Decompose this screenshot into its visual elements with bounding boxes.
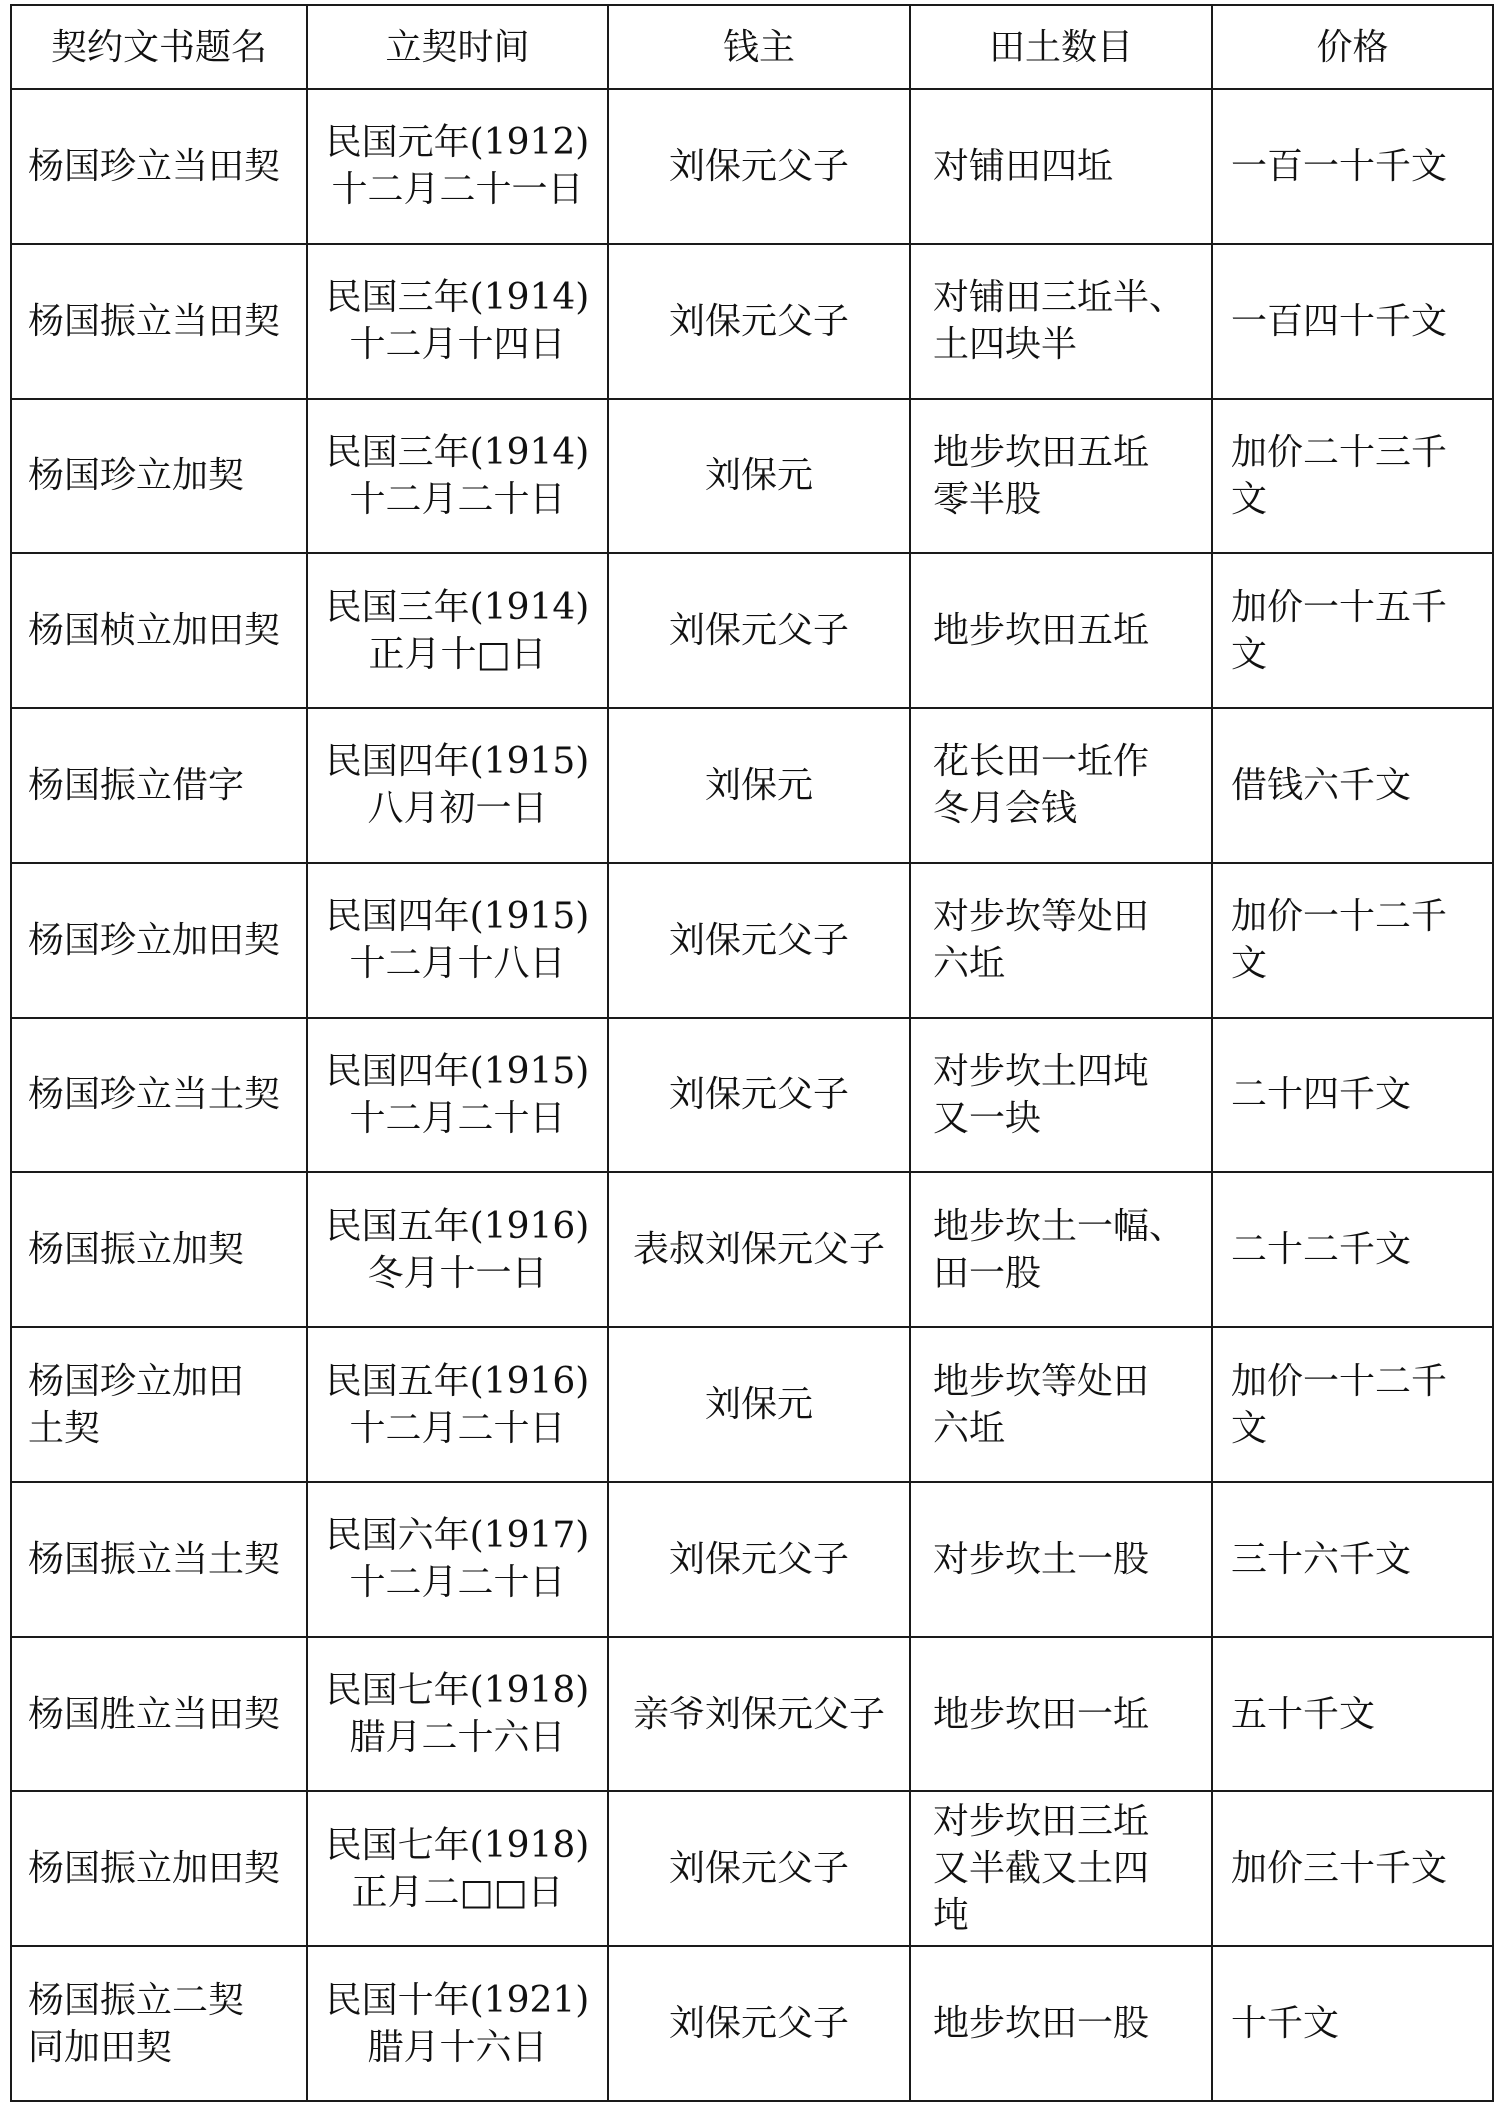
cell-lender — [608, 1327, 910, 1482]
cell-line: 同加田契 — [28, 2026, 173, 2068]
cell-line: 十二月二十日 — [349, 1097, 566, 1139]
cell-lender — [608, 708, 910, 863]
table-row — [11, 708, 1493, 863]
cell-line: 冬月十一日 — [367, 1252, 548, 1294]
cell-line: 刘保元 — [704, 1384, 813, 1425]
header-title: 契约文书题名 — [11, 5, 307, 89]
cell-line: 一百四十千文 — [1231, 300, 1448, 342]
cell-line: 刘保元父子 — [668, 610, 849, 652]
cell-contract-date — [307, 553, 608, 708]
cell-line: 刘保元 — [704, 455, 813, 497]
cell-line: 五十千文 — [1231, 1693, 1376, 1735]
cell-lender — [608, 1946, 910, 2101]
cell-line: 文 — [1231, 943, 1268, 985]
cell-contract-title — [11, 1018, 307, 1173]
cell-land-amount — [910, 1637, 1212, 1792]
table-body — [11, 89, 1493, 2101]
cell-line: 冬月会钱 — [933, 788, 1078, 830]
cell-contract-date — [307, 1327, 608, 1482]
cell-lender — [608, 399, 910, 554]
table-header — [11, 5, 1493, 89]
cell-lender — [608, 1791, 910, 1946]
cell-line: 土契 — [28, 1407, 101, 1449]
cell-line: 刘保元父子 — [668, 145, 849, 187]
cell-lender — [608, 863, 910, 1018]
cell-contract-title — [11, 1946, 307, 2101]
cell-line: 表叔刘保元父子 — [632, 1229, 885, 1271]
cell-land-amount — [910, 708, 1212, 863]
table-row — [11, 244, 1493, 399]
cell-line: 民国四年(1915) — [325, 896, 590, 938]
cell-line: 刘保元父子 — [668, 919, 849, 961]
cell-line: 六坵 — [933, 1407, 1006, 1449]
cell-line: 零半股 — [933, 478, 1042, 520]
cell-land-amount — [910, 1327, 1212, 1482]
cell-contract-date — [307, 1172, 608, 1327]
cell-line: 杨国振立当田契 — [28, 300, 281, 342]
header-land: 田土数目 — [910, 5, 1212, 89]
cell-land-amount — [910, 1018, 1212, 1173]
cell-line: 一百一十千文 — [1231, 145, 1448, 187]
cell-line: 六坵 — [933, 943, 1006, 985]
table-row — [11, 863, 1493, 1018]
cell-price — [1212, 553, 1493, 708]
cell-line: 刘保元父子 — [668, 2003, 849, 2045]
cell-line: 花长田一坵作 — [933, 741, 1150, 783]
cell-line: 对铺田四坵 — [933, 145, 1114, 187]
header-lender: 钱主 — [608, 5, 910, 89]
cell-line: 加价一十二千 — [1231, 1360, 1448, 1402]
cell-contract-date — [307, 1637, 608, 1792]
cell-line: 对铺田三坵半、 — [933, 277, 1186, 319]
cell-contract-title — [11, 1172, 307, 1327]
cell-line: 十二月二十日 — [349, 1407, 566, 1449]
cell-line: 民国七年(1918) — [325, 1824, 590, 1866]
cell-line: 借钱六千文 — [1231, 764, 1412, 806]
cell-line: 十千文 — [1231, 2003, 1340, 2045]
cell-line: 文 — [1231, 633, 1268, 675]
table-row — [11, 89, 1493, 244]
header-row — [11, 5, 1493, 89]
cell-line: 对步坎土四坉 — [933, 1050, 1150, 1092]
cell-line: 刘保元父子 — [668, 1848, 849, 1890]
cell-land-amount — [910, 399, 1212, 554]
cell-contract-title — [11, 244, 307, 399]
cell-price — [1212, 89, 1493, 244]
cell-line: 杨国振立加契 — [28, 1229, 245, 1271]
cell-contract-date — [307, 863, 608, 1018]
cell-line: 民国五年(1916) — [325, 1360, 590, 1402]
contract-table — [10, 4, 1494, 2102]
cell-land-amount — [910, 1946, 1212, 2101]
cell-line: 杨国珍立加田契 — [28, 919, 281, 961]
cell-line: 正月二□□日 — [351, 1871, 564, 1913]
cell-contract-title — [11, 863, 307, 1018]
cell-contract-title — [11, 1482, 307, 1637]
cell-price — [1212, 1327, 1493, 1482]
cell-line: 又半截又土四 — [933, 1848, 1150, 1890]
cell-contract-date — [307, 89, 608, 244]
table-row — [11, 1327, 1493, 1482]
cell-line: 加价三十千文 — [1231, 1848, 1448, 1890]
cell-land-amount — [910, 863, 1212, 1018]
cell-price — [1212, 1637, 1493, 1792]
cell-line: 杨国振立当土契 — [28, 1538, 281, 1580]
cell-line: 民国六年(1917) — [325, 1515, 590, 1557]
cell-line: 十二月十四日 — [349, 324, 566, 366]
cell-line: 又一块 — [933, 1097, 1042, 1139]
cell-contract-date — [307, 1791, 608, 1946]
cell-contract-title — [11, 1791, 307, 1946]
table-row — [11, 1791, 1493, 1946]
cell-line: 刘保元父子 — [668, 1538, 849, 1580]
cell-price — [1212, 1482, 1493, 1637]
cell-line: 杨国振立加田契 — [28, 1848, 281, 1890]
table-row — [11, 399, 1493, 554]
cell-contract-title — [11, 553, 307, 708]
cell-line: 文 — [1231, 1407, 1268, 1449]
cell-line: 民国三年(1914) — [325, 586, 590, 628]
cell-line: 民国七年(1918) — [325, 1670, 590, 1712]
cell-line: 对步坎田三坵 — [933, 1801, 1150, 1843]
cell-line: 民国十年(1921) — [325, 1979, 590, 2021]
table-row — [11, 1482, 1493, 1637]
cell-line: 坉 — [933, 1895, 970, 1937]
cell-land-amount — [910, 1172, 1212, 1327]
cell-line: 对步坎等处田 — [933, 896, 1150, 938]
cell-line: 刘保元父子 — [668, 1074, 849, 1116]
cell-contract-date — [307, 399, 608, 554]
cell-line: 地步坎田五坵 — [933, 610, 1150, 652]
cell-lender — [608, 1018, 910, 1173]
cell-lender — [608, 1482, 910, 1637]
cell-line: 加价一十五千 — [1231, 586, 1448, 628]
table-row — [11, 1172, 1493, 1327]
cell-line: 杨国珍立加田 — [28, 1360, 245, 1402]
cell-line: 杨国珍立当土契 — [28, 1074, 281, 1116]
cell-line: 民国三年(1914) — [325, 431, 590, 473]
cell-line: 刘保元父子 — [668, 300, 849, 342]
cell-contract-title — [11, 399, 307, 554]
cell-line: 腊月十六日 — [367, 2026, 548, 2068]
cell-line: 对步坎土一股 — [933, 1538, 1150, 1580]
cell-line: 地步坎田一坵 — [933, 1693, 1150, 1735]
table-row — [11, 1018, 1493, 1173]
cell-line: 十二月十八日 — [349, 943, 566, 985]
cell-land-amount — [910, 89, 1212, 244]
cell-line: 民国五年(1916) — [325, 1205, 590, 1247]
cell-land-amount — [910, 244, 1212, 399]
cell-contract-date — [307, 1946, 608, 2101]
cell-contract-date — [307, 708, 608, 863]
cell-lender — [608, 89, 910, 244]
cell-lender — [608, 244, 910, 399]
cell-line: 二十二千文 — [1231, 1229, 1412, 1271]
cell-line: 田一股 — [933, 1252, 1042, 1294]
cell-contract-title — [11, 1327, 307, 1482]
table-row — [11, 553, 1493, 708]
cell-line: 杨国珍立当田契 — [28, 145, 281, 187]
cell-price — [1212, 1946, 1493, 2101]
cell-contract-date — [307, 1018, 608, 1173]
table-row — [11, 1637, 1493, 1792]
cell-line: 十二月二十日 — [349, 478, 566, 520]
cell-contract-date — [307, 244, 608, 399]
cell-line: 杨国振立二契 — [28, 1979, 245, 2021]
cell-line: 民国四年(1915) — [325, 741, 590, 783]
cell-price — [1212, 708, 1493, 863]
cell-price — [1212, 1172, 1493, 1327]
cell-line: 杨国胜立当田契 — [28, 1693, 281, 1735]
cell-line: 三十六千文 — [1231, 1538, 1412, 1580]
cell-land-amount — [910, 1791, 1212, 1946]
cell-line: 民国元年(1912) — [325, 122, 590, 164]
cell-line: 八月初一日 — [367, 788, 548, 830]
cell-line: 地步坎田一股 — [933, 2003, 1150, 2045]
cell-price — [1212, 1018, 1493, 1173]
header-date: 立契时间 — [307, 5, 608, 89]
cell-lender — [608, 1637, 910, 1792]
cell-line: 地步坎等处田 — [933, 1360, 1150, 1402]
cell-line: 文 — [1231, 478, 1268, 520]
cell-line: 加价二十三千 — [1231, 431, 1448, 473]
cell-line: 地步坎土一幅、 — [933, 1205, 1186, 1247]
cell-line: 地步坎田五坵 — [933, 431, 1150, 473]
cell-price — [1212, 1791, 1493, 1946]
cell-line: 正月十□日 — [368, 633, 547, 675]
cell-line: 杨国振立借字 — [28, 764, 245, 806]
header-price: 价格 — [1212, 5, 1493, 89]
cell-line: 杨国桢立加田契 — [28, 610, 281, 652]
cell-line: 二十四千文 — [1231, 1074, 1412, 1116]
table-row — [11, 1946, 1493, 2101]
cell-price — [1212, 863, 1493, 1018]
cell-line: 十二月二十日 — [349, 1562, 566, 1604]
cell-line: 民国三年(1914) — [325, 277, 590, 319]
cell-line: 刘保元 — [704, 764, 813, 806]
cell-contract-title — [11, 1637, 307, 1792]
cell-land-amount — [910, 1482, 1212, 1637]
cell-lender — [608, 553, 910, 708]
cell-price — [1212, 399, 1493, 554]
cell-contract-title — [11, 708, 307, 863]
cell-line: 杨国珍立加契 — [28, 455, 245, 497]
cell-contract-date — [307, 1482, 608, 1637]
cell-line: 加价一十二千 — [1231, 896, 1448, 938]
cell-contract-title — [11, 89, 307, 244]
cell-lender — [608, 1172, 910, 1327]
cell-land-amount — [910, 553, 1212, 708]
cell-line: 十二月二十一日 — [331, 169, 584, 211]
cell-line: 土四块半 — [933, 324, 1078, 366]
cell-line: 民国四年(1915) — [325, 1050, 590, 1092]
cell-line: 亲爷刘保元父子 — [632, 1693, 885, 1735]
cell-line: 腊月二十六日 — [349, 1717, 566, 1759]
cell-price — [1212, 244, 1493, 399]
